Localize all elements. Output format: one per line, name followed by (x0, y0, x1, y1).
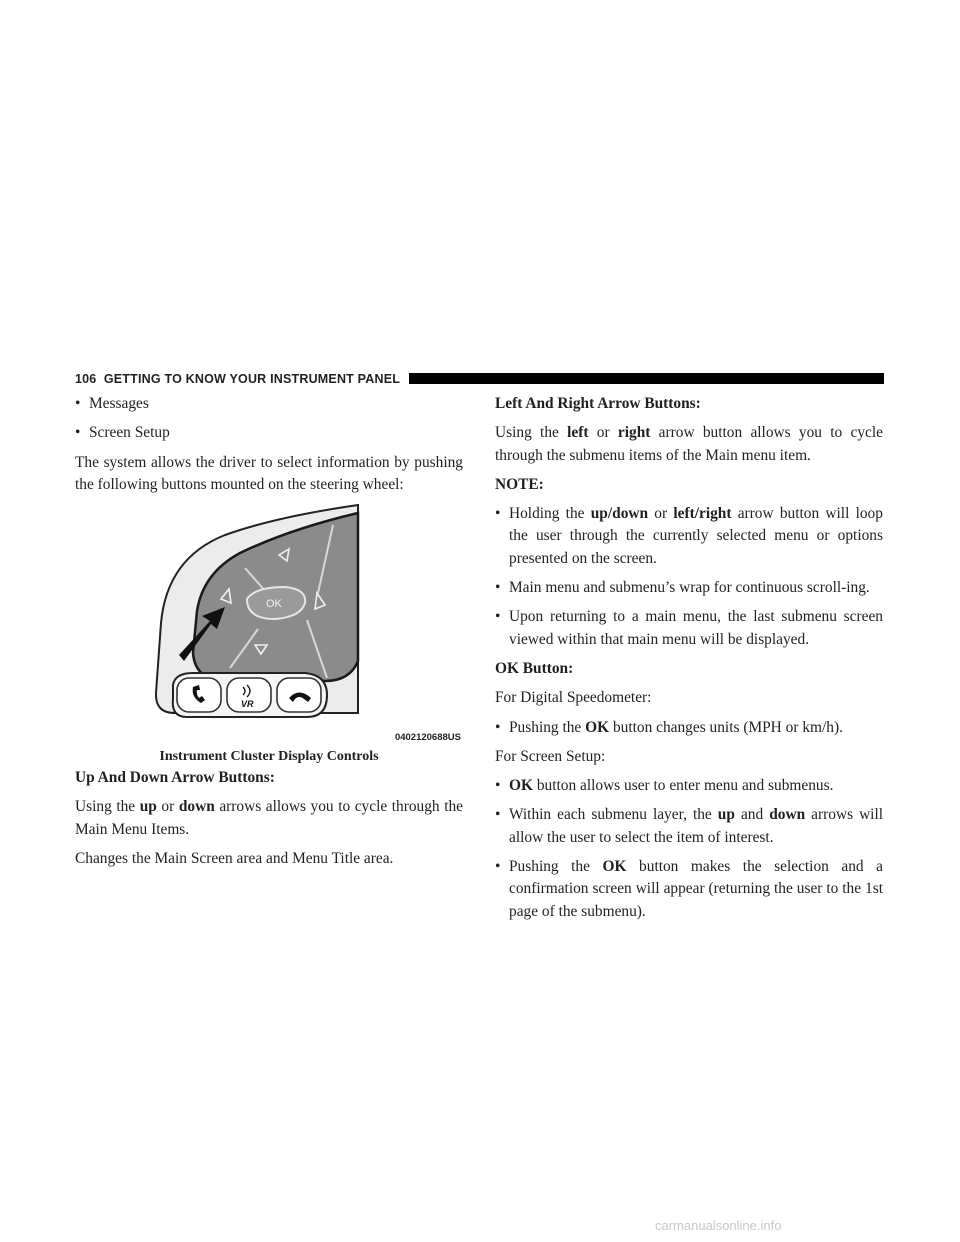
steering-wheel-controls-figure (75, 503, 463, 743)
bullet-dot: • (495, 777, 501, 795)
bullet-text: Main menu and submenu’s wrap for continuous scroll-ing. (509, 579, 870, 597)
text-run: arrows allows you to cycle through the Main Menu Items. (75, 798, 463, 838)
list-item (495, 606, 883, 651)
watermark: carmanualsonline.info (655, 1218, 782, 1233)
ok-heading: OK Button: (495, 659, 574, 677)
left-column (75, 393, 463, 877)
text-run: Using the (495, 424, 559, 442)
lr-heading: Left And Right Arrow Buttons: (495, 395, 701, 412)
bullet-dot: • (495, 718, 501, 736)
text-run: Holding the (509, 505, 585, 523)
text-run: arrow button will loop the user through the currently selected menu or options presented on the screen. (509, 505, 883, 567)
list-item (495, 775, 883, 797)
page-number: 106 (75, 372, 97, 386)
intro-paragraph: The system allows the driver to select information by pushing the following buttons mounted on the steering wheel: (75, 453, 463, 493)
text-run: or (596, 424, 610, 442)
text-run: Using the (75, 798, 136, 816)
text-run: Pushing the (509, 858, 590, 876)
bold-term: down (769, 806, 806, 824)
ok-button-label: OK (266, 598, 282, 611)
updown-paragraph-2: Changes the Main Screen area and Menu Title area. (75, 850, 394, 868)
list-item (495, 804, 883, 849)
text-run: arrow button allows you to cycle through the submenu items of the Main menu item. (495, 424, 883, 464)
text-run: or (654, 505, 668, 523)
bold-term: right (617, 424, 651, 442)
bullet-dot: • (495, 505, 501, 523)
bold-term: OK (602, 858, 627, 876)
bullet-dot: • (495, 579, 501, 597)
bold-term: up/down (590, 505, 649, 523)
digital-label: For Digital Speedometer: (495, 689, 652, 707)
list-item (495, 856, 883, 923)
updown-paragraph (75, 796, 463, 841)
bullet-dot: • (495, 806, 501, 824)
bold-term: OK (509, 777, 533, 795)
phone-answer-button (177, 678, 221, 712)
lr-paragraph (495, 422, 883, 467)
steering-wheel-illustration (75, 503, 463, 743)
updown-heading: Up And Down Arrow Buttons: (75, 769, 275, 787)
list-item (495, 577, 883, 599)
header-text (75, 372, 400, 386)
bold-term: up (717, 806, 735, 824)
list-item (75, 393, 463, 415)
bullet-text: Messages (89, 395, 149, 412)
bold-term: down (178, 798, 215, 816)
text-run: button allows user to enter menu and submenus. (536, 777, 834, 795)
note-heading: NOTE: (495, 475, 544, 493)
text-run: Within each submenu layer, the (509, 806, 712, 824)
bold-term: OK (585, 718, 610, 736)
text-run: button makes the selection and a confirmation screen will appear (returning the user to the 1st page of the submenu). (509, 858, 883, 920)
text-run: and (740, 806, 764, 824)
list-item (495, 503, 883, 570)
vr-label: VR (241, 699, 254, 710)
page-header (75, 372, 884, 386)
right-column (495, 393, 883, 930)
header-rule (409, 373, 884, 384)
bullet-dot: • (495, 608, 501, 626)
bold-term: left (567, 424, 589, 442)
bold-term: up (139, 798, 157, 816)
bullet-dot: • (495, 858, 501, 876)
text-run: arrows will allow the user to select the item of interest. (509, 806, 884, 846)
text-run: button changes units (MPH or km/h). (612, 718, 843, 736)
text-run: or (161, 798, 175, 816)
list-item (75, 422, 463, 444)
bullet-dot: • (75, 424, 81, 442)
setup-label: For Screen Setup: (495, 747, 606, 765)
text-run: Pushing the (509, 718, 582, 736)
bullet-text: Upon returning to a main menu, the last submenu screen viewed within that main menu will be displayed. (509, 608, 883, 648)
figure-code: 0402120688US (394, 732, 461, 744)
bullet-text: Screen Setup (89, 424, 170, 442)
figure-caption: Instrument Cluster Display Controls (159, 749, 379, 765)
bold-term: left/right (673, 505, 732, 523)
list-item (495, 717, 883, 739)
bullet-dot: • (75, 395, 81, 412)
section-title: GETTING TO KNOW YOUR INSTRUMENT PANEL (103, 372, 401, 386)
